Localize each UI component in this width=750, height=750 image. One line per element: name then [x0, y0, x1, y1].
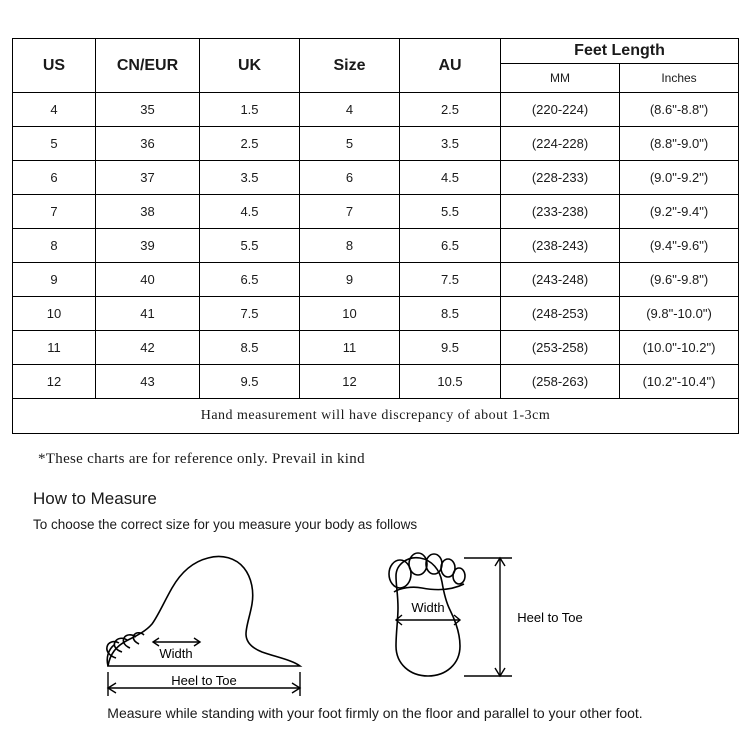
- cell-inches: (9.0"-9.2"): [620, 161, 739, 195]
- cell-us: 11: [13, 331, 96, 365]
- cell-us: 10: [13, 297, 96, 331]
- column-header-cn-eur: CN/EUR: [96, 39, 200, 93]
- cell-au: 9.5: [400, 331, 501, 365]
- cell-inches: (9.4"-9.6"): [620, 229, 739, 263]
- cell-uk: 2.5: [200, 127, 300, 161]
- cell-inches: (8.8"-9.0"): [620, 127, 739, 161]
- table-row: [13, 127, 739, 161]
- cell-uk: 6.5: [200, 263, 300, 297]
- cell-mm: (233-238): [501, 195, 620, 229]
- reference-note: *These charts are for reference only. Prevail in kind: [38, 451, 365, 467]
- cell-size: 5: [300, 127, 400, 161]
- cell-au: 2.5: [400, 93, 501, 127]
- table-row: [13, 93, 739, 127]
- cell-mm: (238-243): [501, 229, 620, 263]
- cell-size: 9: [300, 263, 400, 297]
- cell-inches: (9.2"-9.4"): [620, 195, 739, 229]
- table-row: [13, 297, 739, 331]
- cell-cn-eur: 40: [96, 263, 200, 297]
- side-view-width-label: Width: [159, 646, 193, 661]
- cell-mm: (258-263): [501, 365, 620, 399]
- cell-cn-eur: 37: [96, 161, 200, 195]
- column-header-us: US: [13, 39, 96, 93]
- cell-inches: (9.6"-9.8"): [620, 263, 739, 297]
- table-row: [13, 263, 739, 297]
- cell-mm: (248-253): [501, 297, 620, 331]
- how-to-measure-title: How to Measure: [33, 489, 157, 508]
- cell-mm: (224-228): [501, 127, 620, 161]
- cell-uk: 1.5: [200, 93, 300, 127]
- cell-au: 4.5: [400, 161, 501, 195]
- table-footer-row: [13, 399, 739, 434]
- cell-au: 6.5: [400, 229, 501, 263]
- column-header-feet-length: Feet Length: [501, 39, 739, 64]
- cell-au: 3.5: [400, 127, 501, 161]
- cell-mm: (228-233): [501, 161, 620, 195]
- cell-uk: 4.5: [200, 195, 300, 229]
- cell-size: 8: [300, 229, 400, 263]
- cell-inches: (10.0"-10.2"): [620, 331, 739, 365]
- cell-uk: 7.5: [200, 297, 300, 331]
- column-header-mm: MM: [501, 64, 620, 93]
- cell-size: 7: [300, 195, 400, 229]
- cell-size: 12: [300, 365, 400, 399]
- size-table: [12, 38, 739, 434]
- table-row: [13, 195, 739, 229]
- footer-instruction: Measure while standing with your foot firmly on the floor and parallel to your other foot.: [107, 705, 643, 721]
- cell-inches: (8.6"-8.8"): [620, 93, 739, 127]
- cell-mm: (220-224): [501, 93, 620, 127]
- table-row: [13, 331, 739, 365]
- top-view-width-label: Width: [411, 600, 445, 615]
- cell-au: 10.5: [400, 365, 501, 399]
- cell-us: 6: [13, 161, 96, 195]
- column-header-au: AU: [400, 39, 501, 93]
- cell-au: 8.5: [400, 297, 501, 331]
- side-view-length-label: Heel to Toe: [171, 673, 237, 688]
- cell-size: 6: [300, 161, 400, 195]
- size-table-container: [12, 38, 738, 434]
- table-footer-note: Hand measurement will have discrepancy of about 1-3cm: [13, 399, 739, 434]
- cell-inches: (10.2"-10.4"): [620, 365, 739, 399]
- cell-cn-eur: 42: [96, 331, 200, 365]
- column-header-size: Size: [300, 39, 400, 93]
- top-view-width-arrow: [396, 615, 460, 625]
- cell-mm: (243-248): [501, 263, 620, 297]
- column-header-inches: Inches: [620, 64, 739, 93]
- cell-uk: 5.5: [200, 229, 300, 263]
- cell-uk: 9.5: [200, 365, 300, 399]
- measurement-diagram: [60, 536, 700, 704]
- how-to-measure-subtitle: To choose the correct size for you measure your body as follows: [33, 517, 418, 532]
- cell-uk: 3.5: [200, 161, 300, 195]
- table-row: [13, 229, 739, 263]
- cell-uk: 8.5: [200, 331, 300, 365]
- table-header-row: [13, 39, 739, 64]
- foot-side-view-icon: [107, 556, 300, 666]
- cell-cn-eur: 43: [96, 365, 200, 399]
- cell-us: 7: [13, 195, 96, 229]
- table-row: [13, 365, 739, 399]
- cell-us: 9: [13, 263, 96, 297]
- cell-us: 4: [13, 93, 96, 127]
- cell-au: 5.5: [400, 195, 501, 229]
- cell-us: 12: [13, 365, 96, 399]
- cell-size: 11: [300, 331, 400, 365]
- top-view-length-arrow: [464, 558, 512, 676]
- cell-cn-eur: 35: [96, 93, 200, 127]
- cell-size: 10: [300, 297, 400, 331]
- side-view-width-arrow: [153, 638, 200, 646]
- table-row: [13, 161, 739, 195]
- cell-cn-eur: 36: [96, 127, 200, 161]
- cell-cn-eur: 41: [96, 297, 200, 331]
- cell-mm: (253-258): [501, 331, 620, 365]
- cell-au: 7.5: [400, 263, 501, 297]
- cell-inches: (9.8"-10.0"): [620, 297, 739, 331]
- cell-us: 8: [13, 229, 96, 263]
- cell-size: 4: [300, 93, 400, 127]
- cell-cn-eur: 38: [96, 195, 200, 229]
- column-header-uk: UK: [200, 39, 300, 93]
- cell-cn-eur: 39: [96, 229, 200, 263]
- cell-us: 5: [13, 127, 96, 161]
- top-view-length-label: Heel to Toe: [517, 610, 583, 625]
